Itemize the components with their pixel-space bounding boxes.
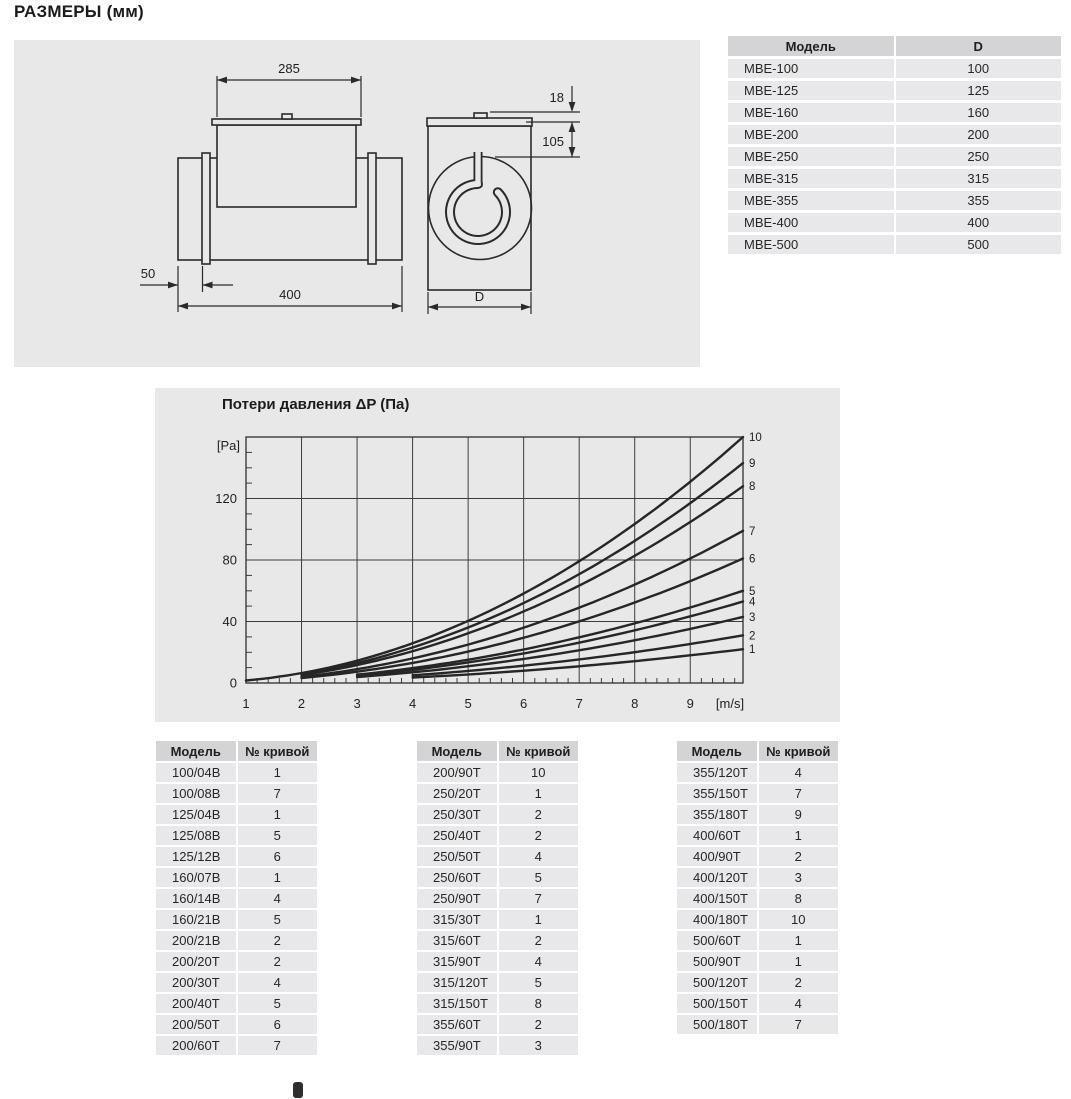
data-table — [154, 739, 319, 1057]
model-cell: 125/12В — [156, 847, 236, 866]
model-cell: 400/90Т — [677, 847, 757, 866]
table-row — [677, 826, 838, 845]
footer-mark — [293, 1082, 303, 1098]
table-header-row — [677, 741, 838, 761]
y-tick-label: 40 — [222, 614, 237, 629]
table-row — [156, 868, 317, 887]
value-cell: 8 — [759, 889, 839, 908]
table-row — [677, 889, 838, 908]
model-cell: 315/120Т — [417, 973, 497, 992]
value-cell: 7 — [238, 784, 318, 803]
value-cell: 2 — [499, 931, 579, 950]
table-row — [417, 868, 578, 887]
value-cell: 1 — [759, 826, 839, 845]
curve-10 — [246, 437, 743, 681]
arrow-down-icon — [569, 102, 576, 112]
table-row — [156, 889, 317, 908]
terminal-box — [217, 125, 356, 207]
model-cell: 200/20Т — [156, 952, 236, 971]
arrow-right-icon — [392, 303, 402, 310]
value-cell: 2 — [238, 952, 318, 971]
x-tick-label: 5 — [464, 696, 472, 711]
value-cell: 2 — [499, 1015, 579, 1034]
curve-label-8: 8 — [749, 481, 756, 494]
table-row — [677, 763, 838, 782]
model-cell: 400/120Т — [677, 868, 757, 887]
table-row — [677, 973, 838, 992]
model-cell: 500/120Т — [677, 973, 757, 992]
pressure-loss-chart-panel — [155, 388, 840, 722]
model-cell: 160/14В — [156, 889, 236, 908]
value-cell: 8 — [499, 994, 579, 1013]
table-row — [156, 910, 317, 929]
table-row — [156, 931, 317, 950]
arrow-up-icon — [569, 122, 576, 132]
table-row — [728, 169, 1061, 188]
model-cell: 250/90Т — [417, 889, 497, 908]
value-cell: 2 — [238, 931, 318, 950]
model-cell: 100/04В — [156, 763, 236, 782]
model-cell: 315/60Т — [417, 931, 497, 950]
model-cell: 500/150Т — [677, 994, 757, 1013]
value-cell: 4 — [238, 889, 318, 908]
value-cell: 315 — [896, 169, 1062, 188]
value-cell: 1 — [499, 910, 579, 929]
casing-lid-front — [427, 118, 532, 126]
data-table — [415, 739, 580, 1057]
value-cell: 4 — [499, 847, 579, 866]
model-cell: МВЕ-400 — [728, 213, 894, 232]
model-cell: МВЕ-100 — [728, 59, 894, 78]
table-row — [728, 235, 1061, 254]
value-cell: 9 — [759, 805, 839, 824]
data-table — [675, 739, 840, 1036]
table-row — [417, 763, 578, 782]
table-row — [156, 784, 317, 803]
model-cell: 125/04В — [156, 805, 236, 824]
x-tick-label: 9 — [686, 696, 694, 711]
value-cell: 10 — [499, 763, 579, 782]
table-row — [156, 805, 317, 824]
table-row — [728, 213, 1061, 232]
model-cell: 250/60Т — [417, 868, 497, 887]
x-axis-unit: [m/s] — [715, 696, 745, 711]
model-cell: 315/150Т — [417, 994, 497, 1013]
y-axis-unit: [Pa] — [216, 438, 240, 453]
model-cell: 400/60Т — [677, 826, 757, 845]
dim-18-label: 18 — [549, 90, 564, 105]
dimensions-table — [726, 33, 1063, 257]
model-cell: 200/30Т — [156, 973, 236, 992]
value-cell: 4 — [499, 952, 579, 971]
model-cell: 250/40Т — [417, 826, 497, 845]
arrow-right-icon — [351, 77, 361, 84]
model-cell: 500/90Т — [677, 952, 757, 971]
table-row — [156, 1036, 317, 1055]
x-tick-label: 7 — [575, 696, 583, 711]
value-cell: 1 — [238, 763, 318, 782]
x-tick-label: 4 — [408, 696, 417, 711]
value-cell: 5 — [238, 994, 318, 1013]
value-cell: 1 — [238, 868, 318, 887]
table-row — [677, 931, 838, 950]
terminal-box-lid — [212, 119, 361, 125]
curve-label-10: 10 — [749, 432, 762, 444]
value-cell: 1 — [759, 952, 839, 971]
model-cell: МВЕ-355 — [728, 191, 894, 210]
lid-nub-front — [474, 113, 487, 118]
column-header: Модель — [677, 741, 757, 761]
flange-ring-right — [368, 153, 376, 264]
arrow-left-icon — [178, 303, 188, 310]
value-cell: 5 — [238, 826, 318, 845]
model-cell: 100/08В — [156, 784, 236, 803]
model-cell: МВЕ-200 — [728, 125, 894, 144]
table-row — [728, 81, 1061, 100]
table-header-row — [156, 741, 317, 761]
table-row — [677, 910, 838, 929]
model-cell: 315/30Т — [417, 910, 497, 929]
model-cell: 160/07В — [156, 868, 236, 887]
curve-label-4: 4 — [749, 596, 756, 609]
table-row — [417, 826, 578, 845]
curve-4 — [357, 602, 743, 676]
model-cell: 355/150Т — [677, 784, 757, 803]
value-cell: 4 — [759, 994, 839, 1013]
table-row — [417, 805, 578, 824]
curve-label-9: 9 — [749, 458, 756, 471]
model-cell: 400/180Т — [677, 910, 757, 929]
model-cell: 355/90Т — [417, 1036, 497, 1055]
curve-label-7: 7 — [749, 525, 756, 538]
table-row — [417, 847, 578, 866]
table-row — [417, 784, 578, 803]
table-row — [417, 910, 578, 929]
model-cell: 125/08В — [156, 826, 236, 845]
curve-label-1: 1 — [749, 644, 756, 657]
y-tick-label: 80 — [222, 552, 237, 568]
model-cell: МВЕ-125 — [728, 81, 894, 100]
table-row — [677, 994, 838, 1013]
model-cell: 160/21В — [156, 910, 236, 929]
table-row — [156, 826, 317, 845]
x-tick-label: 3 — [353, 696, 361, 711]
curve-label-5: 5 — [749, 585, 756, 598]
table-header-row — [417, 741, 578, 761]
value-cell: 3 — [759, 868, 839, 887]
model-cell: 355/120Т — [677, 763, 757, 782]
arrow-left-icon — [428, 304, 438, 311]
value-cell: 500 — [896, 235, 1062, 254]
value-cell: 5 — [499, 973, 579, 992]
value-cell: 125 — [896, 81, 1062, 100]
table-row — [156, 952, 317, 971]
model-cell: 200/90Т — [417, 763, 497, 782]
column-header: Модель — [156, 741, 236, 761]
column-header: № кривой — [759, 741, 839, 761]
page-title: РАЗМЕРЫ (мм) — [14, 2, 144, 21]
column-header: D — [896, 36, 1062, 56]
dim-105-label: 105 — [542, 134, 564, 149]
curve-label-3: 3 — [749, 611, 756, 624]
value-cell: 400 — [896, 213, 1062, 232]
value-cell: 355 — [896, 191, 1062, 210]
curve-9 — [302, 463, 744, 674]
dim-D-label: D — [474, 289, 485, 304]
model-cell: 200/50Т — [156, 1015, 236, 1034]
flange-ring-left — [202, 153, 210, 264]
model-cell: 400/150Т — [677, 889, 757, 908]
value-cell: 7 — [238, 1036, 318, 1055]
value-cell: 250 — [896, 147, 1062, 166]
chart-title: Потери давления ΔP (Па) — [222, 396, 410, 413]
model-cell: 500/60Т — [677, 931, 757, 950]
technical-drawing — [14, 40, 700, 367]
value-cell: 7 — [499, 889, 579, 908]
model-cell: 250/20Т — [417, 784, 497, 803]
table-row — [417, 1015, 578, 1034]
column-header: № кривой — [499, 741, 579, 761]
value-cell: 200 — [896, 125, 1062, 144]
model-cell: 200/40Т — [156, 994, 236, 1013]
value-cell: 2 — [759, 973, 839, 992]
table-row — [417, 952, 578, 971]
curve-label-6: 6 — [749, 553, 756, 566]
table-row — [677, 805, 838, 824]
model-cell: МВЕ-500 — [728, 235, 894, 254]
table-header-row — [728, 36, 1061, 56]
y-tick-label: 120 — [215, 491, 237, 506]
model-cell: МВЕ-315 — [728, 169, 894, 188]
table-row — [417, 994, 578, 1013]
value-cell: 2 — [499, 826, 579, 845]
model-cell: 500/180Т — [677, 1015, 757, 1034]
x-tick-label: 8 — [631, 696, 639, 711]
model-cell: 355/60Т — [417, 1015, 497, 1034]
model-cell: 315/90Т — [417, 952, 497, 971]
table-row — [156, 763, 317, 782]
dim-285-label: 285 — [278, 61, 300, 76]
value-cell: 1 — [759, 931, 839, 950]
arrow-left-icon — [217, 77, 227, 84]
table-row — [728, 147, 1061, 166]
value-cell: 1 — [499, 784, 579, 803]
value-cell: 7 — [759, 784, 839, 803]
table-row — [417, 1036, 578, 1055]
data-table — [726, 33, 1063, 257]
model-cell: 355/180Т — [677, 805, 757, 824]
dim-50-label: 50 — [140, 266, 156, 281]
value-cell: 6 — [238, 847, 318, 866]
value-cell: 160 — [896, 103, 1062, 122]
lid-nub — [282, 114, 292, 119]
table-row — [156, 847, 317, 866]
y-tick-label: 0 — [229, 675, 237, 691]
table-row — [677, 952, 838, 971]
model-cell: 200/21В — [156, 931, 236, 950]
curve-table-1 — [154, 739, 319, 1057]
x-tick-label: 6 — [520, 696, 528, 711]
value-cell: 1 — [238, 805, 318, 824]
pressure-loss-chart — [155, 388, 840, 722]
table-row — [677, 784, 838, 803]
model-cell: 250/50Т — [417, 847, 497, 866]
arrow-right-icon — [521, 304, 531, 311]
column-header: № кривой — [238, 741, 318, 761]
dim-400-label: 400 — [279, 287, 301, 302]
arrow-right-icon — [168, 282, 178, 289]
table-row — [677, 1015, 838, 1034]
table-row — [677, 868, 838, 887]
table-row — [156, 973, 317, 992]
model-cell: МВЕ-250 — [728, 147, 894, 166]
curve-table-2 — [415, 739, 580, 1057]
table-row — [417, 931, 578, 950]
value-cell: 100 — [896, 59, 1062, 78]
value-cell: 6 — [238, 1015, 318, 1034]
table-row — [417, 889, 578, 908]
value-cell: 5 — [238, 910, 318, 929]
table-row — [728, 191, 1061, 210]
value-cell: 4 — [238, 973, 318, 992]
table-row — [728, 103, 1061, 122]
column-header: Модель — [417, 741, 497, 761]
table-row — [156, 994, 317, 1013]
model-cell: МВЕ-160 — [728, 103, 894, 122]
value-cell: 10 — [759, 910, 839, 929]
value-cell: 3 — [499, 1036, 579, 1055]
table-row — [417, 973, 578, 992]
table-row — [156, 1015, 317, 1034]
dimensions-drawing-panel — [14, 40, 700, 367]
value-cell: 2 — [759, 847, 839, 866]
curve-label-2: 2 — [749, 630, 756, 643]
value-cell: 5 — [499, 868, 579, 887]
x-tick-label: 1 — [242, 696, 250, 711]
model-cell: 250/30Т — [417, 805, 497, 824]
table-row — [728, 125, 1061, 144]
model-cell: 200/60Т — [156, 1036, 236, 1055]
x-tick-label: 2 — [297, 696, 306, 711]
curve-table-3 — [675, 739, 840, 1036]
value-cell: 2 — [499, 805, 579, 824]
table-row — [728, 59, 1061, 78]
value-cell: 4 — [759, 763, 839, 782]
arrow-down-icon — [569, 147, 576, 157]
arrow-left-icon — [203, 282, 213, 289]
value-cell: 7 — [759, 1015, 839, 1034]
column-header: Модель — [728, 36, 894, 56]
table-row — [677, 847, 838, 866]
